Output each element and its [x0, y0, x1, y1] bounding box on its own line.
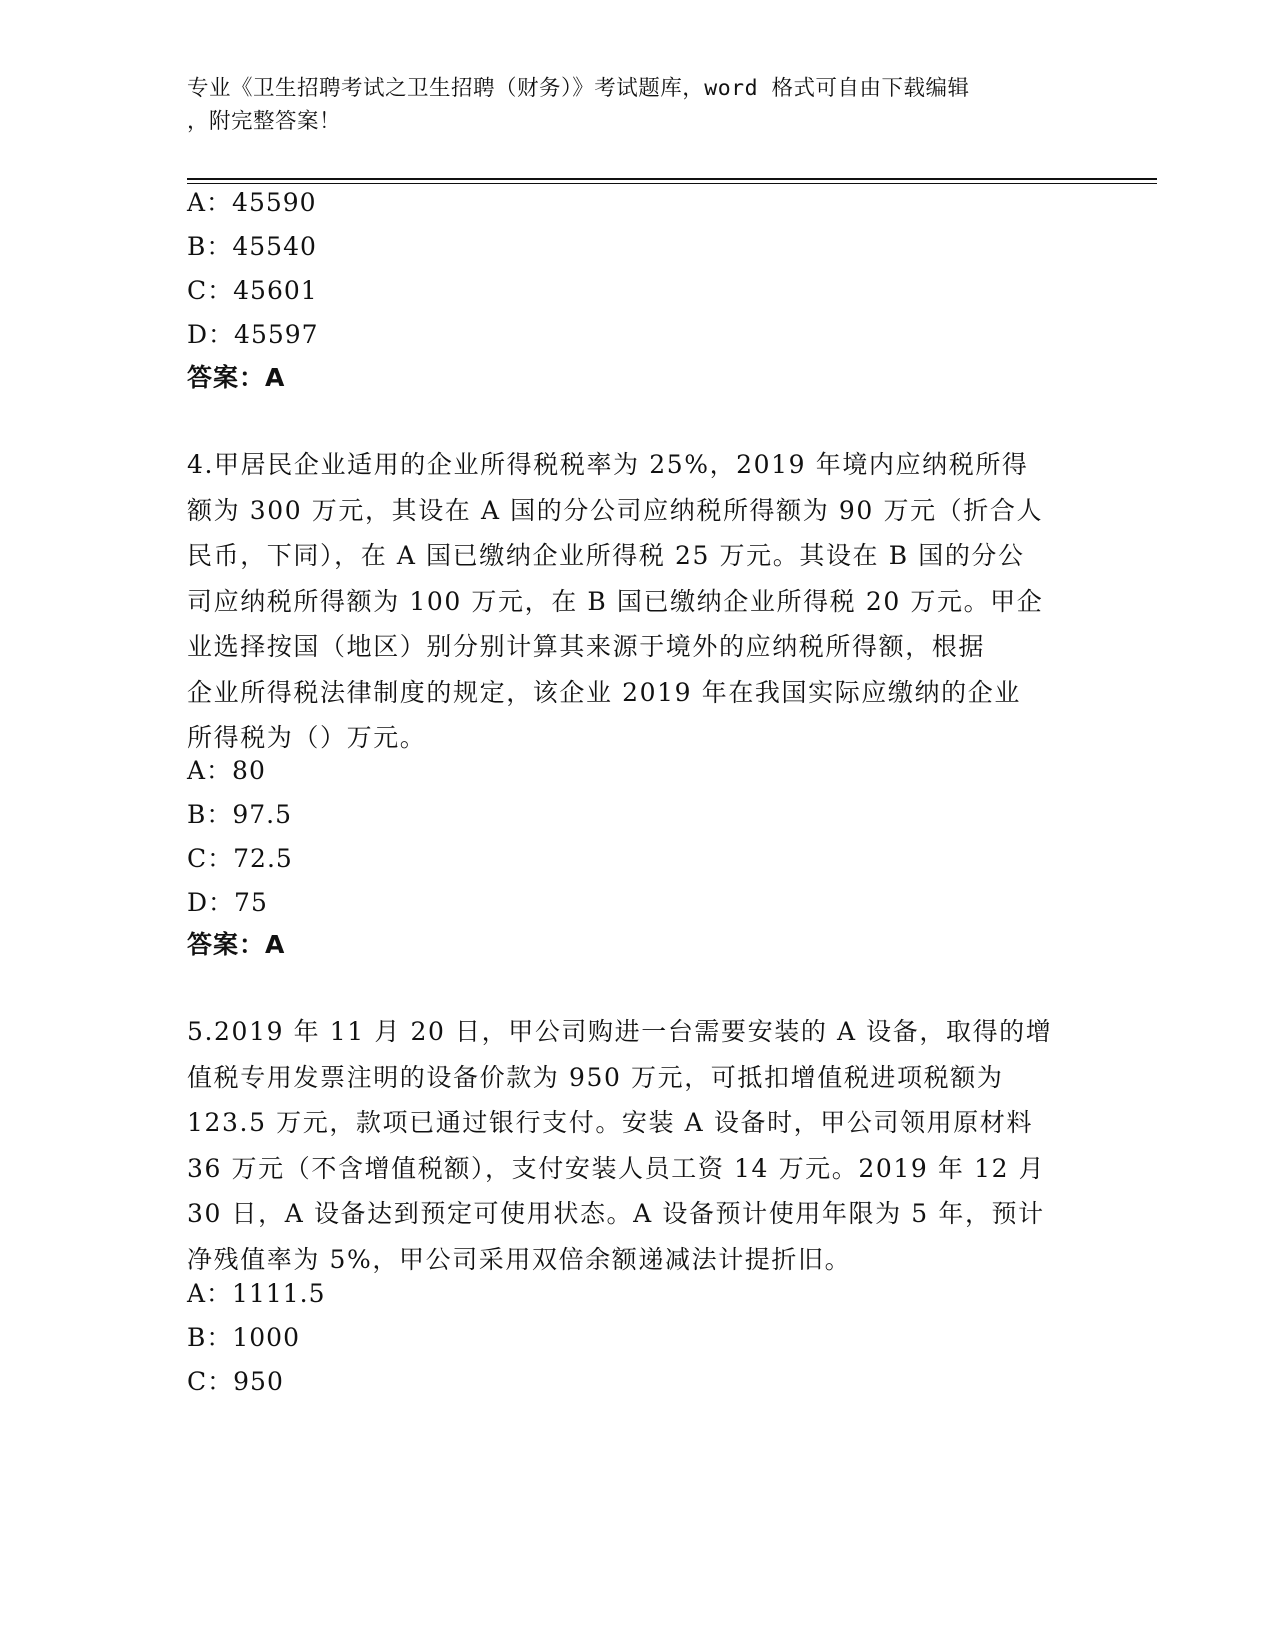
question-line: 民币，下同），在 A 国已缴纳企业所得税 25 万元。其设在 B 国的分公 — [187, 541, 1025, 570]
option-c: C：45601 — [187, 276, 318, 305]
option-c: C：72.5 — [187, 844, 293, 873]
answer: 答案：A — [187, 363, 286, 392]
option-a: A：45590 — [187, 188, 317, 217]
question-line: 所得税为（）万元。 — [187, 723, 427, 752]
question-line: 司应纳税所得额为 100 万元，在 B 国已缴纳企业所得税 20 万元。甲企 — [187, 586, 1044, 616]
header-divider-top — [187, 178, 1157, 180]
header-divider-bottom — [187, 183, 1157, 184]
header-line-1: 专业《卫生招聘考试之卫生招聘（财务）》考试题库，word 格式可自由下载编辑 — [187, 76, 970, 101]
question-line: 值税专用发票注明的设备价款为 950 万元，可抵扣增值税进项税额为 — [187, 1062, 1004, 1092]
option-a: A：80 — [187, 756, 266, 785]
question-text — [187, 442, 1043, 761]
question-line: 企业所得税法律制度的规定，该企业 2019 年在我国实际应缴纳的企业 — [187, 677, 1021, 707]
option-d: D：75 — [187, 888, 268, 917]
question-line: 30 日，A 设备达到预定可使用状态。A 设备预计使用年限为 5 年，预计 — [187, 1199, 1045, 1228]
answer: 答案：A — [187, 930, 286, 959]
question-line: 36 万元（不含增值税额），支付安装人员工资 14 万元。2019 年 12 月 — [187, 1153, 1046, 1183]
option-b: B：1000 — [187, 1323, 300, 1352]
question-line: 4.甲居民企业适用的企业所得税税率为 25%，2019 年境内应纳税所得 — [187, 450, 1029, 479]
document-header — [187, 72, 1067, 138]
question-line: 额为 300 万元，其设在 A 国的分公司应纳税所得额为 90 万元（折合人 — [187, 495, 1044, 525]
question-line: 5.2019 年 11 月 20 日，甲公司购进一台需要安装的 A 设备，取得的增 — [187, 1017, 1053, 1046]
option-d: D：45597 — [187, 320, 319, 349]
question-line: 净残值率为 5%，甲公司采用双倍余额递减法计提折旧。 — [187, 1244, 852, 1274]
option-b: B：97.5 — [187, 800, 293, 829]
question-text — [187, 1009, 1052, 1282]
option-c: C：950 — [187, 1367, 284, 1396]
question-line: 业选择按国（地区）别分别计算其来源于境外的应纳税所得额，根据 — [187, 632, 986, 661]
option-a: A：1111.5 — [187, 1279, 326, 1308]
question-line: 123.5 万元，款项已通过银行支付。安装 A 设备时，甲公司领用原材料 — [187, 1108, 1034, 1137]
option-b: B：45540 — [187, 232, 317, 261]
header-line-2: ，附完整答案！ — [187, 109, 342, 134]
